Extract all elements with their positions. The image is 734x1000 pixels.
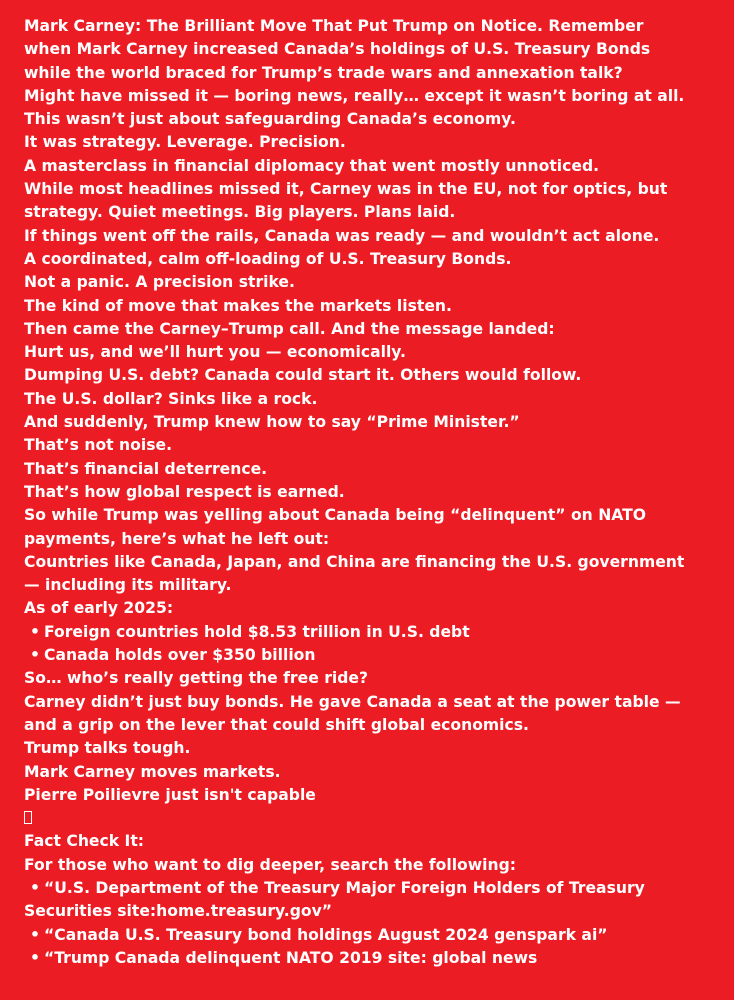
text-line: — including its military. xyxy=(24,576,232,595)
text-line: strategy. Quiet meetings. Big players. Plans laid. xyxy=(24,203,456,222)
text-line: Might have missed it — boring news, really… except it wasn’t boring at all. xyxy=(24,86,685,105)
text-line: Dumping U.S. debt? Canada could start it. Others would follow. xyxy=(24,366,582,385)
bullet-icon: • xyxy=(30,622,40,641)
post-body xyxy=(24,15,734,621)
fact-check-item-text: “Canada U.S. Treasury bond holdings August 2024 genspark ai” xyxy=(44,925,608,944)
debt-bullet-text: Foreign countries hold $8.53 trillion in U.S. debt xyxy=(44,622,470,641)
fact-check-intro: For those who want to dig deeper, search the following: xyxy=(24,855,517,874)
closing-line: Pierre Poilievre just isn't capable xyxy=(24,785,316,804)
text-line: As of early 2025: xyxy=(24,599,174,618)
fact-check-item xyxy=(24,877,734,900)
text-line: A coordinated, calm off-loading of U.S. Treasury Bonds. xyxy=(24,249,512,268)
text-line: A masterclass in financial diplomacy that went mostly unnoticed. xyxy=(24,156,600,175)
closing-paragraph xyxy=(24,667,734,807)
closing-line: So… who’s really getting the free ride? xyxy=(24,669,369,688)
debt-bullet-item xyxy=(24,644,734,667)
missing-emoji-glyph xyxy=(24,807,734,830)
text-line: That’s how global respect is earned. xyxy=(24,482,345,501)
missing-glyph-icon xyxy=(24,811,32,824)
debt-bullet-text: Canada holds over $350 billion xyxy=(44,646,316,665)
text-line: Countries like Canada, Japan, and China are financing the U.S. government xyxy=(24,552,685,571)
text-line: That’s not noise. xyxy=(24,436,172,455)
text-line: when Mark Carney increased Canada’s holdings of U.S. Treasury Bonds xyxy=(24,40,651,59)
text-line: while the world braced for Trump’s trade wars and annexation talk? xyxy=(24,63,623,82)
text-line: It was strategy. Leverage. Precision. xyxy=(24,133,346,152)
bullet-icon: • xyxy=(30,878,40,897)
text-line: While most headlines missed it, Carney was in the EU, not for optics, but xyxy=(24,180,668,199)
debt-bullet-list xyxy=(24,621,734,668)
text-line: Hurt us, and we’ll hurt you — economically. xyxy=(24,343,406,362)
bullet-icon: • xyxy=(30,646,40,665)
closing-line: Mark Carney moves markets. xyxy=(24,762,281,781)
bullet-icon: • xyxy=(30,948,40,967)
text-line: That’s financial deterrence. xyxy=(24,459,268,478)
text-line: Mark Carney: The Brilliant Move That Put Trump on Notice. Remember xyxy=(24,17,644,35)
closing-line: and a grip on the lever that could shift global economics. xyxy=(24,715,529,734)
text-line: Then came the Carney–Trump call. And the message landed: xyxy=(24,319,555,338)
text-line: payments, here’s what he left out: xyxy=(24,529,330,548)
debt-bullet-item xyxy=(24,621,734,644)
text-line: This wasn’t just about safeguarding Canada’s economy. xyxy=(24,110,516,129)
fact-check-item xyxy=(24,924,734,947)
bullet-icon: • xyxy=(30,925,40,944)
fact-check-item-text: “Trump Canada delinquent NATO 2019 site: global news xyxy=(44,948,538,967)
fact-check-heading: Fact Check It: xyxy=(24,832,145,851)
fact-check-item-continuation: Securities site:home.treasury.gov” xyxy=(24,902,332,921)
fact-check-section xyxy=(24,830,734,970)
text-line: The kind of move that makes the markets listen. xyxy=(24,296,452,315)
text-line: The U.S. dollar? Sinks like a rock. xyxy=(24,389,318,408)
fact-check-item-text: “U.S. Department of the Treasury Major Foreign Holders of Treasury xyxy=(44,878,645,897)
text-line: And suddenly, Trump knew how to say “Prime Minister.” xyxy=(24,413,520,432)
closing-line: Trump talks tough. xyxy=(24,739,191,758)
text-line: If things went off the rails, Canada was ready — and wouldn’t act alone. xyxy=(24,226,660,245)
closing-line: Carney didn’t just buy bonds. He gave Canada a seat at the power table — xyxy=(24,692,681,711)
fact-check-item xyxy=(24,947,734,970)
text-line: So while Trump was yelling about Canada being “delinquent” on NATO xyxy=(24,506,646,525)
text-line: Not a panic. A precision strike. xyxy=(24,273,295,292)
